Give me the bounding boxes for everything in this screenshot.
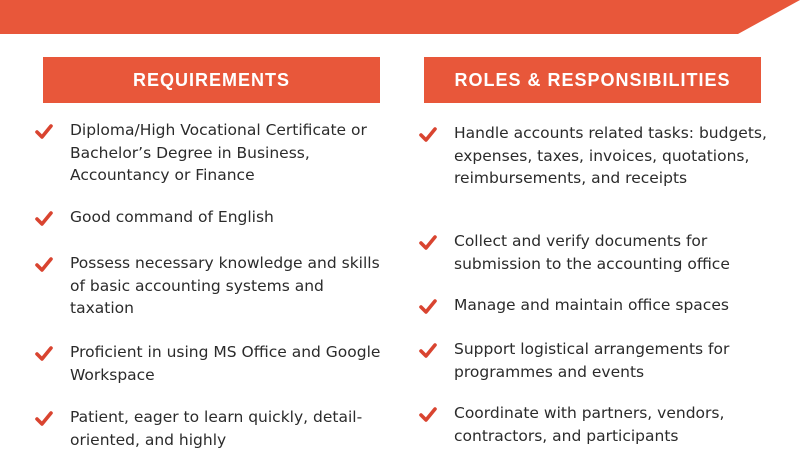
roles-header xyxy=(424,57,761,103)
list-item-text: Support logistical arrangements for programmes and events xyxy=(454,340,730,381)
checkmark-icon xyxy=(418,233,438,253)
list-item xyxy=(34,206,390,229)
checkmark-icon xyxy=(418,405,438,425)
list-item-text: Patient, eager to learn quickly, detail-oriented, and highly xyxy=(70,408,363,449)
checkmark-icon xyxy=(34,344,54,364)
list-item xyxy=(34,341,390,386)
list-item xyxy=(418,338,784,383)
list-item xyxy=(34,119,390,187)
checkmark-icon xyxy=(34,409,54,429)
list-item xyxy=(418,294,784,317)
roles-title: ROLES & RESPONSIBILITIES xyxy=(454,69,731,90)
checkmark-icon xyxy=(418,125,438,145)
requirements-title: REQUIREMENTS xyxy=(132,69,290,90)
checkmark-icon xyxy=(34,209,54,229)
list-item-text: Collect and verify documents for submission to the accounting office xyxy=(454,232,730,273)
list-item-text: Manage and maintain office spaces xyxy=(454,296,729,314)
checkmark-icon xyxy=(34,255,54,275)
checkmark-icon xyxy=(34,122,54,142)
list-item xyxy=(34,406,390,451)
list-item xyxy=(418,402,784,447)
list-item-text: Possess necessary knowledge and skills of basic accounting systems and taxation xyxy=(70,254,380,317)
list-item-text: Handle accounts related tasks: budgets, expenses, taxes, invoices, quotations, reimbursements, and receipts xyxy=(454,124,767,187)
top-banner xyxy=(0,0,800,34)
checkmark-icon xyxy=(418,341,438,361)
requirements-header xyxy=(43,57,380,103)
list-item-text: Diploma/High Vocational Certificate or Bachelor’s Degree in Business, Accountancy or Finance xyxy=(70,121,367,184)
list-item xyxy=(418,230,784,275)
list-item xyxy=(34,252,390,320)
list-item-text: Coordinate with partners, vendors, contractors, and participants xyxy=(454,404,725,445)
list-item-text: Good command of English xyxy=(70,208,274,226)
checkmark-icon xyxy=(418,297,438,317)
list-item xyxy=(418,122,784,190)
list-item-text: Proficient in using MS Office and Google Workspace xyxy=(70,343,381,384)
